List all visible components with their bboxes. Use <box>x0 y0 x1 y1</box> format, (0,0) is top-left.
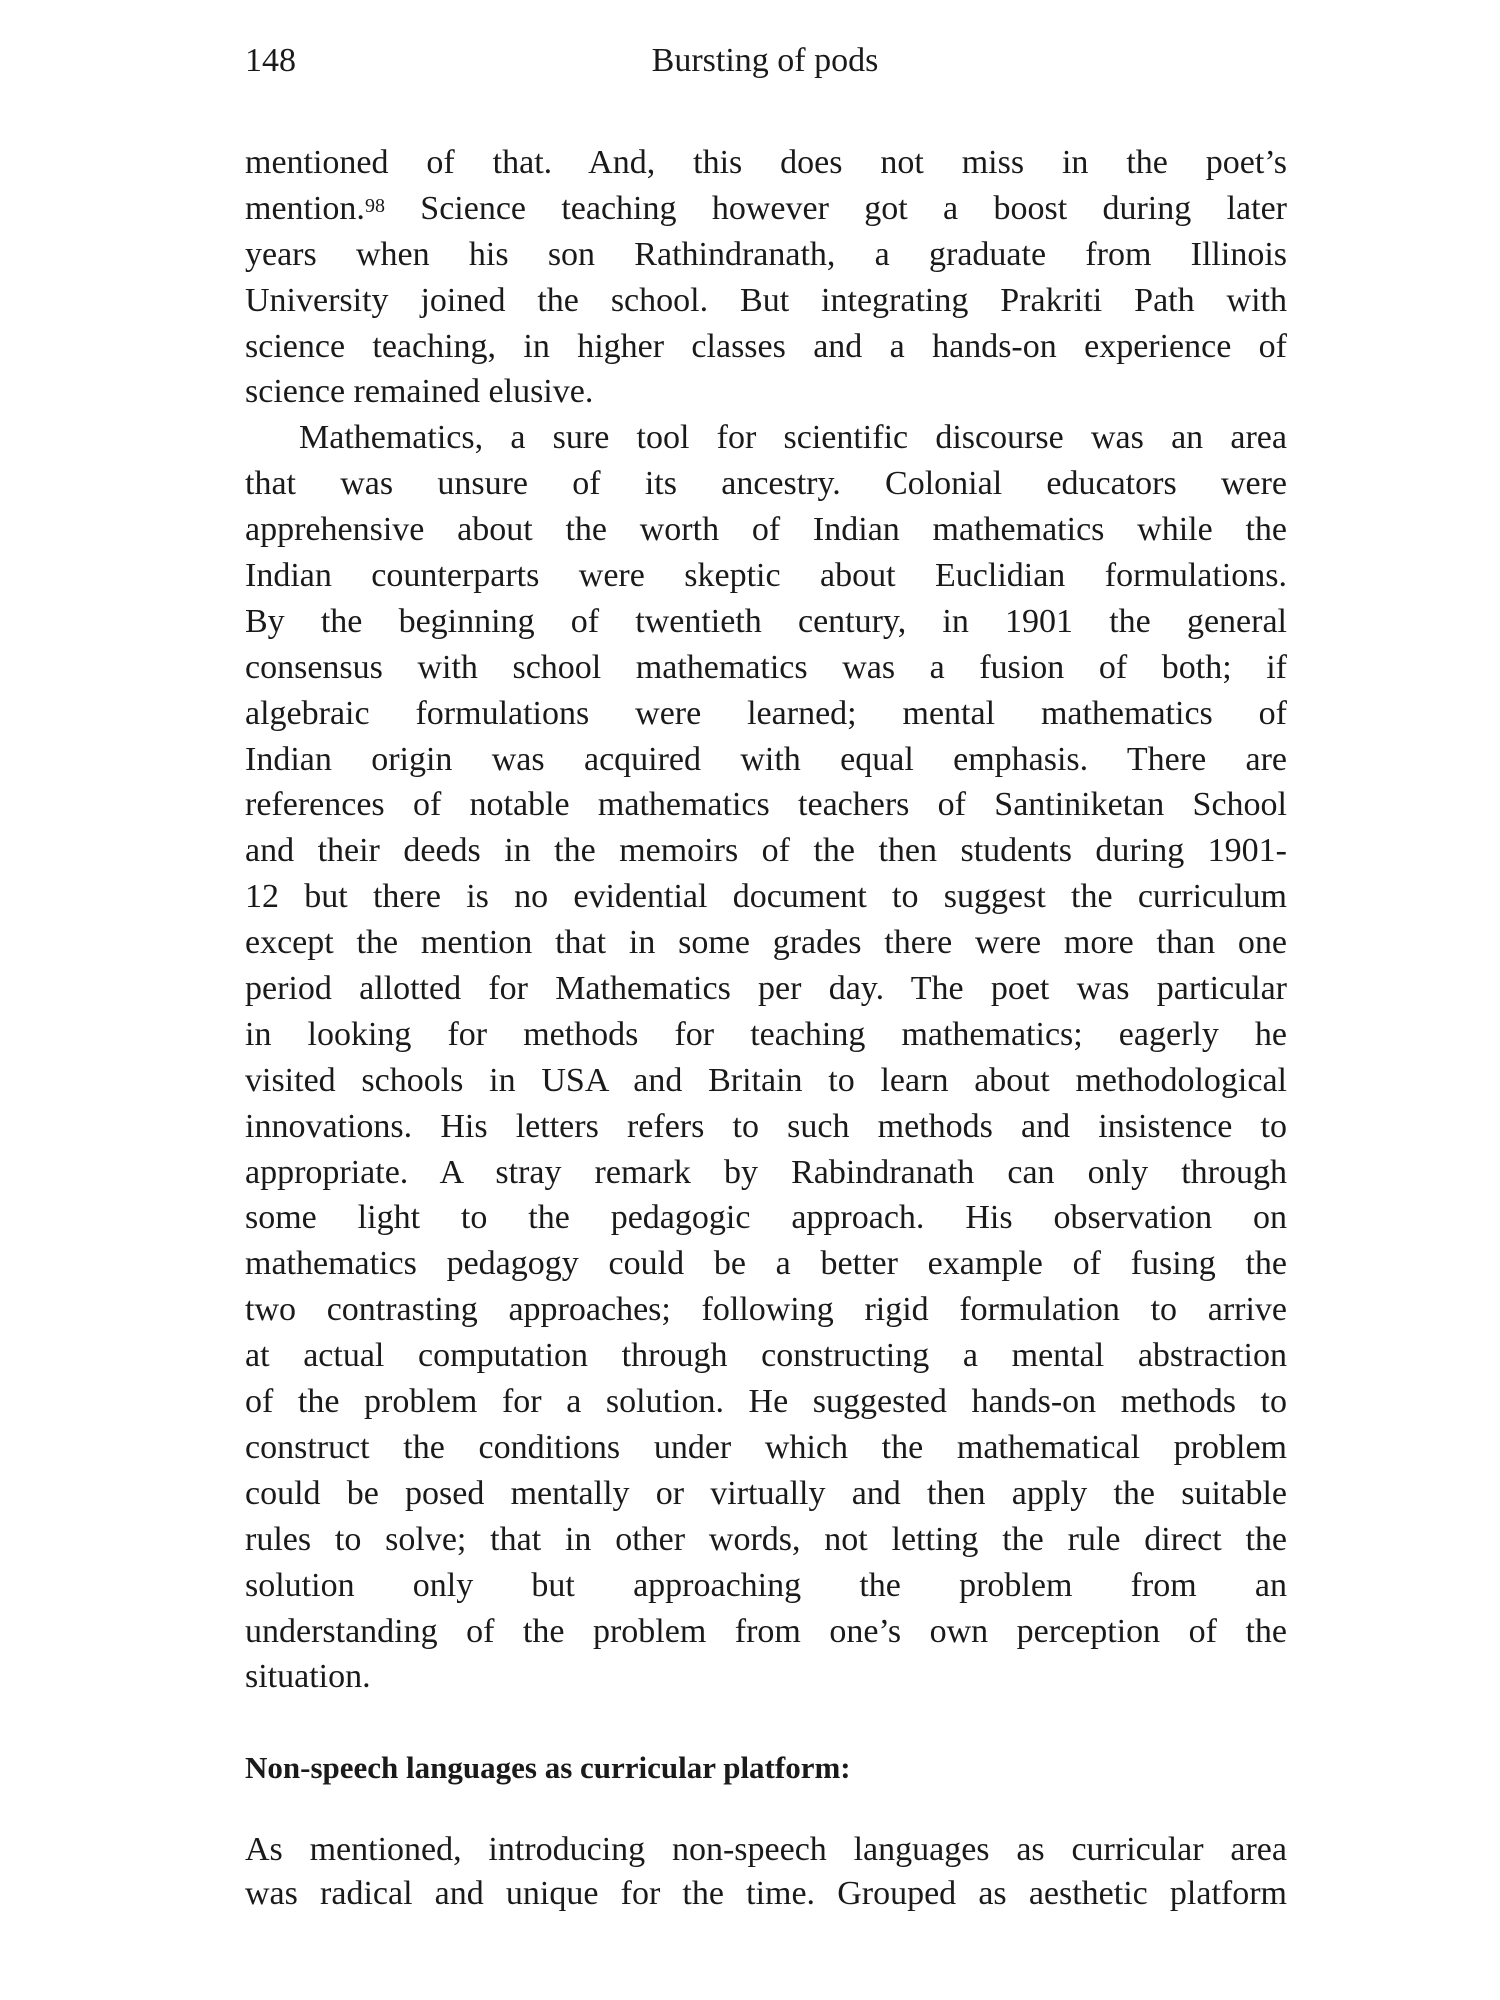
text-line: 12 but there is no evidential document to suggest the curriculum <box>245 878 1287 916</box>
text-line: some light to the pedagogic approach. His observation on <box>245 1199 1287 1237</box>
text-line: Indian counterparts were skeptic about Euclidian formulations. <box>245 557 1287 595</box>
text-line: of the problem for a solution. He suggested hands-on methods to <box>245 1383 1287 1421</box>
running-title: Bursting of pods <box>651 42 879 79</box>
section-heading: Non-speech languages as curricular platform: <box>245 1750 851 1785</box>
text-line: By the beginning of twentieth century, in 1901 the general <box>245 602 1287 640</box>
text-line: at actual computation through constructing a mental abstraction <box>245 1337 1287 1375</box>
text-line: except the mention that in some grades there were more than one <box>245 924 1287 962</box>
text-line: references of notable mathematics teachers of Santiniketan School <box>245 786 1287 824</box>
text-line: apprehensive about the worth of Indian mathematics while the <box>245 511 1287 549</box>
body-text <box>245 140 1287 1700</box>
text-line: science remained elusive. <box>245 373 594 411</box>
text-line: understanding of the problem from one’s own perception of the <box>245 1612 1287 1650</box>
text-line: two contrasting approaches; following rigid formulation to arrive <box>245 1291 1287 1329</box>
text-line <box>245 186 1287 232</box>
text-line: consensus with school mathematics was a fusion of both; if <box>245 648 1287 686</box>
text-line: Mathematics, a sure tool for scientific discourse was an area <box>299 419 1287 457</box>
footnote-reference: 98 <box>364 194 385 217</box>
section-text <box>245 1828 1287 1916</box>
text-line: Indian origin was acquired with equal emphasis. There are <box>245 740 1287 778</box>
text-fragment: Science teaching however got a boost during later <box>384 189 1287 227</box>
text-line: period allotted for Mathematics per day. The poet was particular <box>245 970 1287 1008</box>
text-line: visited schools in USA and Britain to learn about methodological <box>245 1061 1287 1099</box>
text-line: construct the conditions under which the mathematical problem <box>245 1428 1287 1466</box>
text-line: As mentioned, introducing non-speech languages as curricular area <box>245 1831 1287 1868</box>
text-line: years when his son Rathindranath, a graduate from Illinois <box>245 235 1287 273</box>
text-line: solution only but approaching the problem from an <box>245 1566 1287 1604</box>
text-line: rules to solve; that in other words, not letting the rule direct the <box>245 1520 1287 1558</box>
paragraph-mathematics <box>245 415 1287 1700</box>
text-line: algebraic formulations were learned; mental mathematics of <box>245 694 1287 732</box>
text-line: in looking for methods for teaching mathematics; eagerly he <box>245 1015 1287 1053</box>
text-line: situation. <box>245 1658 371 1696</box>
text-line: University joined the school. But integrating Prakriti Path with <box>245 281 1287 319</box>
text-line: mentioned of that. And, this does not miss in the poet’s <box>245 144 1287 181</box>
text-line: was radical and unique for the time. Grouped as aesthetic platform <box>245 1875 1287 1912</box>
text-line: appropriate. A stray remark by Rabindranath can only through <box>245 1153 1287 1191</box>
page-number: 148 <box>245 42 296 79</box>
text-line: innovations. His letters refers to such methods and insistence to <box>245 1107 1287 1145</box>
text-fragment: mention. <box>245 189 365 227</box>
text-line: mathematics pedagogy could be a better example of fusing the <box>245 1245 1287 1283</box>
text-line: could be posed mentally or virtually and then apply the suitable <box>245 1474 1287 1512</box>
text-line: that was unsure of its ancestry. Colonial educators were <box>245 465 1287 503</box>
text-line: science teaching, in higher classes and a hands-on experience of <box>245 327 1287 365</box>
text-line: and their deeds in the memoirs of the then students during 1901- <box>245 832 1287 870</box>
